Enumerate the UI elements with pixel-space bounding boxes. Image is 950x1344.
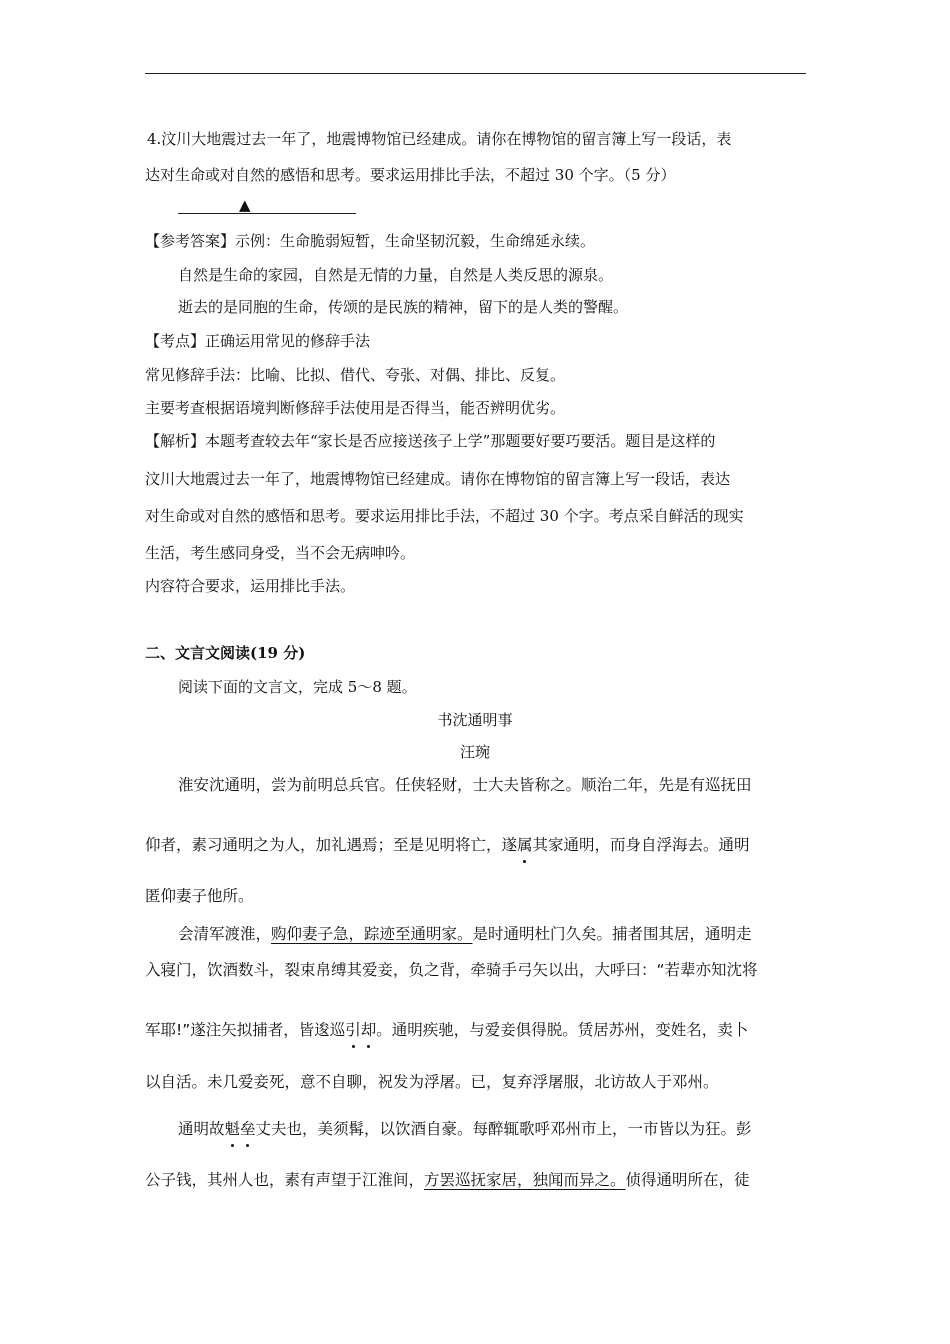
analysis-line-1: 【解析】本题考查较去年“家长是否应接送孩子上学”那题要好要巧要活。题目是这样的 — [145, 432, 716, 450]
emphasis-dot-char: 却 — [360, 1021, 377, 1039]
passage-p1-line-1: 淮安沈通明，尝为前明总兵官。任侠轻财，士大夫皆称之。顺治二年，先是有巡抚田 — [178, 776, 752, 794]
emphasis-dot-char: 引 — [345, 1021, 361, 1039]
passage-p2-line-1: 会清军渡淮，购仰妻子急，踪迹至通明家。是时通明杜门久矣。捕者围其居，通明走 — [178, 925, 752, 943]
passage-p2-line-3: 军耶!”遂注矢拟捕者，皆逡巡引却。通明疾驰，与爱妾俱得脱。赁居苏州，变姓名，卖卜 — [145, 1021, 749, 1039]
answer-blank-line — [178, 213, 356, 214]
analysis-line-2: 汶川大地震过去一年了，地震博物馆已经建成。请你在博物馆的留言簿上写一段话，表达 — [145, 470, 731, 488]
reference-answer-line-3: 逝去的是同胞的生命，传颂的是民族的精神，留下的是人类的警醒。 — [178, 298, 629, 316]
passage-p1-line-3: 匿仰妻子他所。 — [145, 887, 254, 905]
key-point-line-2: 常见修辞手法：比喻、比拟、借代、夸张、对偶、排比、反复。 — [145, 366, 566, 384]
header-rule — [145, 73, 806, 74]
reference-answer-line-2: 自然是生命的家园，自然是无情的力量，自然是人类反思的源泉。 — [178, 266, 614, 284]
analysis-line-3: 对生命或对自然的感悟和思考。要求运用排比手法，不超过 30 个字。考点采自鲜活的现实 — [145, 507, 744, 525]
emphasis-dot-char: 垒 — [240, 1120, 256, 1138]
passage-p2-line-4: 以自活。未几爱妾死，意不自聊，祝发为浮屠。已，复弃浮屠服，北访故人于邓州。 — [145, 1073, 719, 1091]
passage-p2-line-2: 入寝门，饮酒数斗，裂束帛缚其爱妾，负之背，牵骑手弓矢以出，大呼曰：“若辈亦知沈将 — [145, 961, 758, 979]
question-4-line-1: 4.汶川大地震过去一年了，地震博物馆已经建成。请你在博物馆的留言簿上写一段话，表 — [147, 130, 732, 148]
passage-p1-line-2: 仰者，素习通明之为人，加礼遇焉；至是见明将亡，遂属其家通明，而身自浮海去。通明 — [145, 836, 750, 854]
emphasis-dot-char: 属 — [517, 836, 533, 854]
passage-p3-line-2: 公子钱，其州人也，素有声望于江淮间，方罢巡抚家居，独闻而异之。侦得通明所在，徒 — [145, 1171, 750, 1189]
passage-author: 汪琬 — [459, 743, 490, 761]
emphasis-dot-char: 魁 — [224, 1120, 241, 1138]
blank-marker-icon: ▲ — [239, 196, 251, 214]
key-point-line-3: 主要考查根据语境判断修辞手法使用是否得当，能否辨明优劣。 — [145, 399, 566, 417]
key-point-line-1: 【考点】正确运用常见的修辞手法 — [145, 332, 371, 350]
reference-answer-line-1: 【参考答案】示例：生命脆弱短暂，生命坚韧沉毅，生命绵延永续。 — [145, 232, 596, 250]
underlined-sentence: 购仰妻子急，踪迹至通明家。 — [271, 925, 473, 943]
passage-p3-line-1: 通明故魁垒丈夫也，美须髯，以饮酒自豪。每醉辄歌呼邓州市上，一市皆以为狂。彭 — [178, 1120, 752, 1138]
analysis-line-5: 内容符合要求，运用排比手法。 — [145, 577, 356, 595]
passage-title: 书沈通明事 — [437, 711, 513, 729]
analysis-line-4: 生活，考生感同身受，当不会无病呻吟。 — [145, 544, 416, 562]
underlined-sentence: 方罢巡抚家居，独闻而异之。 — [424, 1171, 626, 1189]
section-2-instruction: 阅读下面的文言文，完成 5～8 题。 — [178, 678, 417, 696]
question-4-line-2: 达对生命或对自然的感悟和思考。要求运用排比手法，不超过 30 个字。（5 分） — [145, 166, 676, 184]
section-2-heading: 二、文言文阅读(19 分) — [145, 644, 306, 662]
